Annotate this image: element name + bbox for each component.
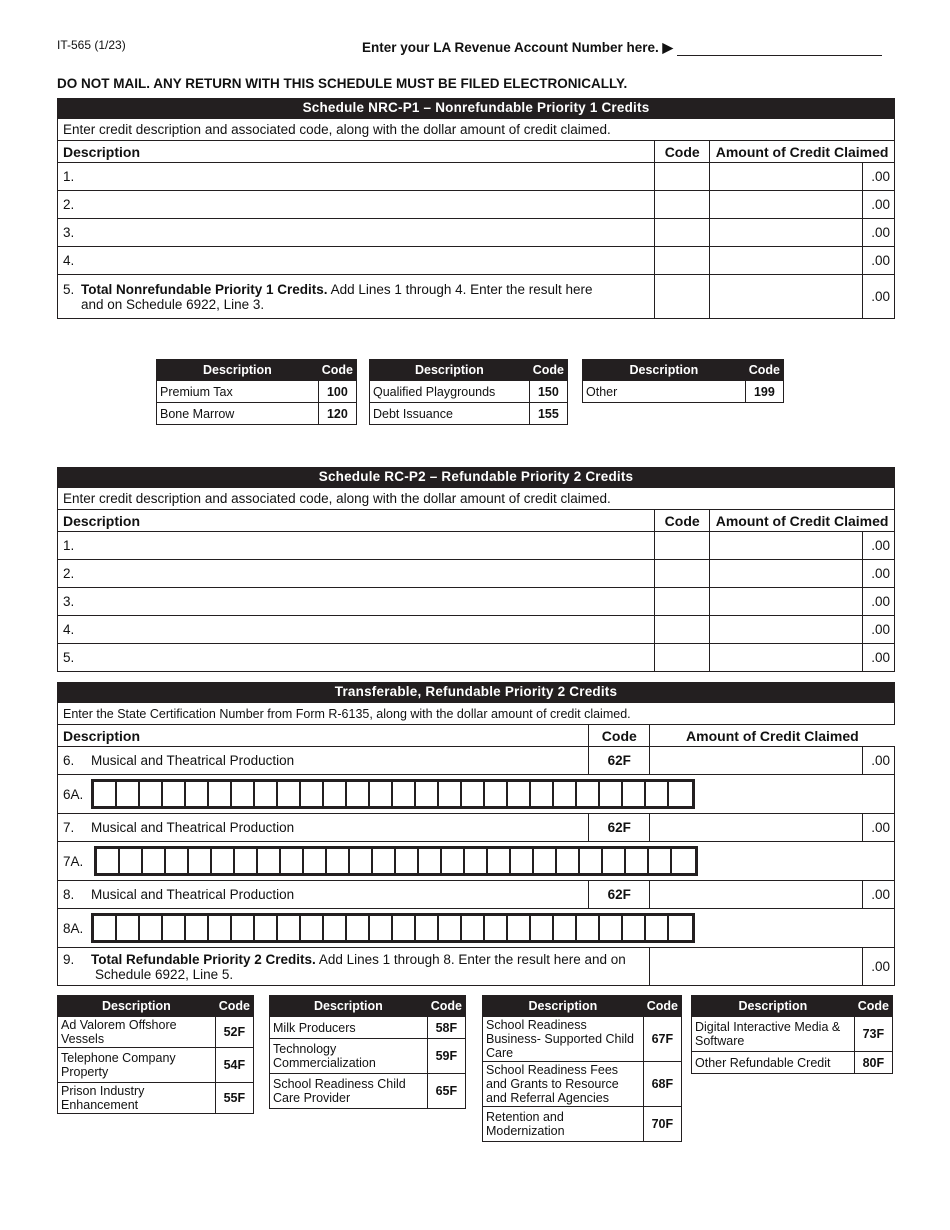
ref-code: 52F: [215, 1017, 253, 1048]
ref-description: Premium Tax: [157, 381, 319, 403]
cents-label: .00: [862, 747, 894, 775]
ref-code: 73F: [854, 1017, 892, 1052]
line-number: 4.: [63, 622, 75, 637]
account-number-field[interactable]: [677, 42, 882, 56]
cents-label: .00: [862, 532, 894, 560]
ref-col-description: Description: [270, 996, 428, 1017]
total-instruction-2: and on Schedule 6922, Line 3.: [81, 296, 265, 312]
ref-code: 58F: [427, 1017, 465, 1039]
ref-description: School Readiness Child Care Provider: [270, 1074, 428, 1109]
ref-description: Milk Producers: [270, 1017, 428, 1039]
rc-section: [57, 467, 895, 672]
nrc-ref-table: [369, 359, 568, 425]
form-id: IT-565 (1/23): [57, 38, 126, 52]
ref-description: Prison Industry Enhancement: [58, 1083, 216, 1114]
total-instruction: Add Lines 1 through 8. Enter the result here and on: [318, 951, 626, 967]
rc-ref-table: [691, 995, 893, 1074]
line-number: 6.: [63, 753, 75, 768]
line-code: 62F: [589, 881, 650, 909]
cents-label: .00: [862, 644, 894, 672]
ref-code: 80F: [854, 1052, 892, 1074]
transferable-instruction: Enter the State Certification Number from Form R-6135, along with the dollar amount of credit claimed.: [58, 703, 895, 725]
ref-description: Digital Interactive Media & Software: [692, 1017, 855, 1052]
cents-label: .00: [862, 814, 894, 842]
nrc-total-desc: [58, 275, 655, 319]
account-number-prompt: [362, 40, 882, 56]
nrc-line: [58, 219, 895, 247]
nrc-total-amount[interactable]: [710, 275, 863, 319]
ref-col-code: Code: [643, 996, 681, 1017]
nrc-line-desc[interactable]: [58, 191, 655, 219]
ref-description: Bone Marrow: [157, 403, 319, 425]
nrc-line-code[interactable]: [655, 163, 710, 191]
nrc-section: [57, 98, 895, 319]
tr-line-amount[interactable]: [650, 814, 863, 842]
ref-description: Qualified Playgrounds: [370, 381, 530, 403]
cents-label: .00: [862, 191, 894, 219]
certification-number-boxes[interactable]: [91, 913, 695, 943]
line-number: 1.: [63, 538, 75, 553]
cents-label: .00: [862, 163, 894, 191]
nrc-title: Schedule NRC-P1 – Nonrefundable Priority 1 Credits: [57, 98, 895, 118]
nrc-line-desc[interactable]: [58, 219, 655, 247]
rc-line-desc[interactable]: [58, 588, 655, 616]
nrc-line: [58, 163, 895, 191]
certification-number-boxes[interactable]: [91, 779, 695, 809]
line-number: 5.: [63, 650, 75, 665]
line-number: 2.: [63, 566, 75, 581]
ref-description: Ad Valorem Offshore Vessels: [58, 1017, 216, 1048]
total-label: Total Refundable Priority 2 Credits.: [91, 951, 316, 967]
rc-col-amount: Amount of Credit Claimed: [710, 510, 895, 532]
ref-col-description: Description: [58, 996, 216, 1017]
ref-description: Debt Issuance: [370, 403, 530, 425]
nrc-line-amount[interactable]: [710, 219, 863, 247]
nrc-line-amount[interactable]: [710, 191, 863, 219]
ref-col-description: Description: [483, 996, 644, 1017]
rc-col-description: Description: [58, 510, 655, 532]
tr-line-desc: [58, 814, 589, 842]
ref-description: School Readiness Fees and Grants to Resource and Referral Agencies: [483, 1062, 644, 1107]
total-instruction: Add Lines 1 through 4. Enter the result here: [330, 281, 593, 297]
line-number: 1.: [63, 169, 75, 184]
ref-col-description: Description: [157, 360, 319, 381]
line-code: 62F: [589, 747, 650, 775]
rc-ref-table: [482, 995, 682, 1142]
rc-ref-table: [57, 995, 254, 1114]
rc-line-amount[interactable]: [710, 588, 863, 616]
cents-label: .00: [862, 219, 894, 247]
cents-label: .00: [862, 948, 894, 986]
tr-line: [58, 747, 895, 775]
nrc-col-code: Code: [655, 141, 710, 163]
rc-line-code[interactable]: [655, 560, 710, 588]
nrc-ref-table: [582, 359, 784, 403]
ref-col-description: Description: [692, 996, 855, 1017]
nrc-line-code[interactable]: [655, 247, 710, 275]
nrc-col-description: Description: [58, 141, 655, 163]
rc-line-desc[interactable]: [58, 560, 655, 588]
tr-line-desc: [58, 881, 589, 909]
ref-description: Retention and Modernization: [483, 1107, 644, 1142]
rc-line-amount[interactable]: [710, 560, 863, 588]
rc-line: [58, 532, 895, 560]
rc-line-code[interactable]: [655, 644, 710, 672]
ref-col-code: Code: [427, 996, 465, 1017]
nrc-col-amount: Amount of Credit Claimed: [710, 141, 895, 163]
ref-code: 120: [318, 403, 356, 425]
ref-col-code: Code: [215, 996, 253, 1017]
nrc-line-amount[interactable]: [710, 247, 863, 275]
ref-col-code: Code: [318, 360, 356, 381]
cents-label: .00: [862, 275, 894, 319]
tr-total-desc: [58, 948, 650, 986]
cents-label: .00: [862, 616, 894, 644]
nrc-ref-table: [156, 359, 357, 425]
ref-description: Technology Commercialization: [270, 1039, 428, 1074]
ref-code: 54F: [215, 1048, 253, 1083]
line-code: 62F: [589, 814, 650, 842]
rc-line-desc[interactable]: [58, 532, 655, 560]
rc-title: Schedule RC-P2 – Refundable Priority 2 Credits: [57, 467, 895, 487]
line-description: Musical and Theatrical Production: [91, 887, 295, 902]
account-prompt-text: Enter your LA Revenue Account Number here. ▶: [362, 40, 673, 55]
tr-cert-line: [58, 909, 895, 948]
nrc-line-code[interactable]: [655, 219, 710, 247]
ref-col-description: Description: [583, 360, 746, 381]
tr-line: [58, 814, 895, 842]
rc-col-code: Code: [655, 510, 710, 532]
rc-line-amount[interactable]: [710, 532, 863, 560]
tr-line-desc: [58, 747, 589, 775]
rc-line-code[interactable]: [655, 588, 710, 616]
rc-ref-table: [269, 995, 466, 1109]
ref-code: 150: [529, 381, 567, 403]
rc-line-desc[interactable]: [58, 644, 655, 672]
cents-label: .00: [862, 247, 894, 275]
rc-line-amount[interactable]: [710, 644, 863, 672]
nrc-line-desc[interactable]: [58, 163, 655, 191]
cents-label: .00: [862, 881, 894, 909]
tr-total-amount[interactable]: [650, 948, 863, 986]
line-number: 2.: [63, 197, 75, 212]
rc-line-code[interactable]: [655, 616, 710, 644]
nrc-table: [57, 118, 895, 319]
ref-col-code: Code: [529, 360, 567, 381]
nrc-line-code[interactable]: [655, 191, 710, 219]
do-not-mail-notice: DO NOT MAIL. ANY RETURN WITH THIS SCHEDULE MUST BE FILED ELECTRONICALLY.: [57, 76, 628, 91]
nrc-instruction: Enter credit description and associated code, along with the dollar amount of credit claimed.: [58, 119, 895, 141]
nrc-line-amount[interactable]: [710, 163, 863, 191]
nrc-total-line: [58, 275, 895, 319]
rc-line: [58, 588, 895, 616]
line-number: 9.: [63, 951, 75, 967]
ref-code: 67F: [643, 1017, 681, 1062]
rc-line: [58, 616, 895, 644]
ref-col-description: Description: [370, 360, 530, 381]
ref-description: Other: [583, 381, 746, 403]
ref-description: Other Refundable Credit: [692, 1052, 855, 1074]
tr-cert-line: [58, 842, 895, 881]
line-number: 4.: [63, 253, 75, 268]
rc-line-amount[interactable]: [710, 616, 863, 644]
tr-col-amount: Amount of Credit Claimed: [650, 725, 895, 747]
tr-col-description: Description: [58, 725, 589, 747]
line-description: Musical and Theatrical Production: [91, 753, 295, 768]
rc-line-desc[interactable]: [58, 616, 655, 644]
ref-col-code: Code: [745, 360, 783, 381]
total-label: Total Nonrefundable Priority 1 Credits.: [81, 281, 328, 297]
nrc-total-code: [655, 275, 710, 319]
ref-description: Telephone Company Property: [58, 1048, 216, 1083]
nrc-line: [58, 191, 895, 219]
ref-code: 59F: [427, 1039, 465, 1074]
ref-description: School Readiness Business- Supported Child Care: [483, 1017, 644, 1062]
rc-table: [57, 487, 895, 672]
rc-instruction: Enter credit description and associated code, along with the dollar amount of credit claimed.: [58, 488, 895, 510]
line-description: Musical and Theatrical Production: [91, 820, 295, 835]
ref-col-code: Code: [854, 996, 892, 1017]
rc-line: [58, 560, 895, 588]
tr-total-line: [58, 948, 895, 986]
ref-code: 68F: [643, 1062, 681, 1107]
line-number: 7.: [63, 820, 75, 835]
nrc-line-desc[interactable]: [58, 247, 655, 275]
tr-cert-line: [58, 775, 895, 814]
line-number: 3.: [63, 594, 75, 609]
ref-code: 65F: [427, 1074, 465, 1109]
ref-code: 55F: [215, 1083, 253, 1114]
ref-code: 199: [745, 381, 783, 403]
ref-code: 70F: [643, 1107, 681, 1142]
certification-number-boxes[interactable]: [94, 846, 698, 876]
tr-line-amount[interactable]: [650, 747, 863, 775]
tr-line-amount[interactable]: [650, 881, 863, 909]
ref-code: 155: [529, 403, 567, 425]
cents-label: .00: [862, 560, 894, 588]
transferable-table: [57, 702, 895, 986]
cert-line-number: 6A.: [63, 786, 84, 802]
total-instruction-2: Schedule 6922, Line 5.: [95, 966, 234, 982]
tr-line: [58, 881, 895, 909]
cert-line-number: 8A.: [63, 920, 84, 936]
line-number: 3.: [63, 225, 75, 240]
rc-line-code[interactable]: [655, 532, 710, 560]
ref-code: 100: [318, 381, 356, 403]
cents-label: .00: [862, 588, 894, 616]
cert-line-number: 7A.: [63, 853, 84, 869]
tr-col-code: Code: [589, 725, 650, 747]
line-number: 5.: [63, 281, 75, 297]
transferable-section: [57, 682, 895, 986]
nrc-line: [58, 247, 895, 275]
rc-line: [58, 644, 895, 672]
line-number: 8.: [63, 887, 75, 902]
transferable-title: Transferable, Refundable Priority 2 Credits: [57, 682, 895, 702]
